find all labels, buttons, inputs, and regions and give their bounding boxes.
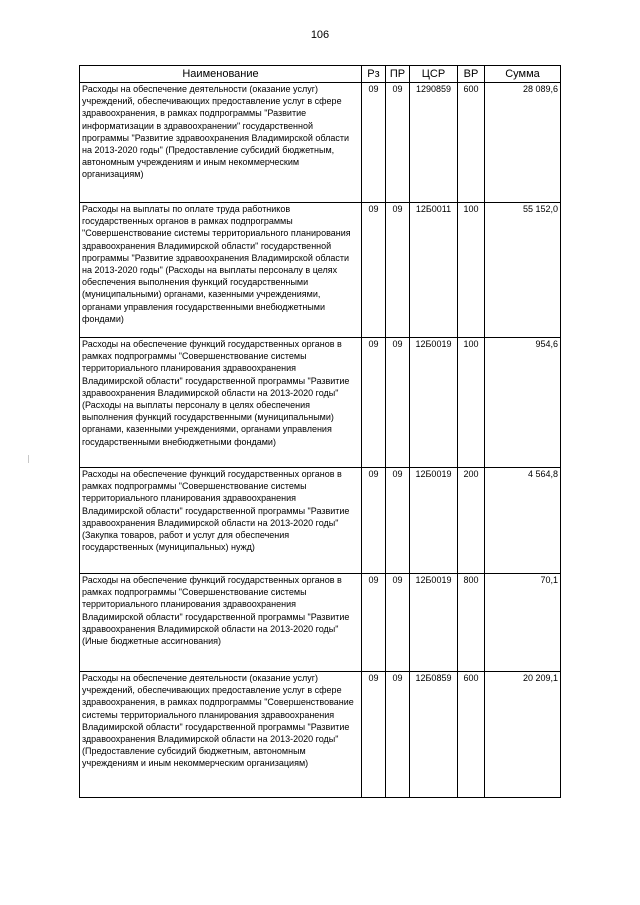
row-name: Расходы на обеспечение функций государственных органов в рамках подпрограммы "Совершенствование системы территориального планирования здравоохранения Владимирской области" государственной программы "Развитие здравоохранения Владимирской области на 2013-2020 годы" (Иные бюджетные ассигнования) bbox=[80, 574, 362, 672]
row-vr: 600 bbox=[458, 83, 485, 203]
page-number: 106 bbox=[310, 29, 330, 41]
row-pr: 09 bbox=[386, 83, 410, 203]
row-vr: 200 bbox=[458, 468, 485, 574]
budget-table bbox=[79, 65, 561, 798]
row-csr: 1290859 bbox=[410, 83, 458, 203]
row-rz: 09 bbox=[362, 338, 386, 468]
row-csr: 12Б0011 bbox=[410, 203, 458, 338]
header-rz: Рз bbox=[362, 66, 386, 83]
table-row bbox=[80, 468, 561, 574]
header-row bbox=[80, 66, 561, 83]
row-csr: 12Б0019 bbox=[410, 338, 458, 468]
row-vr: 100 bbox=[458, 338, 485, 468]
row-name: Расходы на обеспечение функций государственных органов в рамках подпрограммы "Совершенствование системы территориального планирования здравоохранения Владимирской области" государственной программы "Развитие здравоохранения Владимирской области на 2013-2020 годы" (Расходы на выплаты персоналу в целях обеспечения выполнения функций государственными (муниципальными) органами, казенными учреждениями, органами управления государственными внебюджетными фондами) bbox=[80, 338, 362, 468]
scan-artifact bbox=[28, 455, 29, 463]
row-name: Расходы на обеспечение деятельности (оказание услуг) учреждений, обеспечивающих предоставление услуг в сфере здравоохранения, в рамках подпрограммы "Развитие информатизации в здравоохранении" государственной программы "Развитие здравоохранения Владимирской области на 2013-2020 годы" (Предоставление субсидий бюджетным, автономным учреждениям и иным некоммерческим организациям) bbox=[80, 83, 362, 203]
row-sum: 70,1 bbox=[485, 574, 561, 672]
row-pr: 09 bbox=[386, 672, 410, 798]
header-csr: ЦСР bbox=[410, 66, 458, 83]
row-rz: 09 bbox=[362, 83, 386, 203]
row-rz: 09 bbox=[362, 203, 386, 338]
header-pr: ПР bbox=[386, 66, 410, 83]
row-name: Расходы на обеспечение деятельности (оказание услуг) учреждений, обеспечивающих предоставление услуг в сфере здравоохранения, в рамках подпрограммы "Совершенствование системы территориального планирования здравоохранения Владимирской области" государственной программы "Развитие здравоохранения Владимирской области на 2013-2020 годы" (Предоставление субсидий бюджетным, автономным учреждениям и иным некоммерческим организациям) bbox=[80, 672, 362, 798]
row-rz: 09 bbox=[362, 672, 386, 798]
row-rz: 09 bbox=[362, 574, 386, 672]
row-sum: 28 089,6 bbox=[485, 83, 561, 203]
table-row bbox=[80, 83, 561, 203]
row-vr: 800 bbox=[458, 574, 485, 672]
row-pr: 09 bbox=[386, 338, 410, 468]
row-pr: 09 bbox=[386, 468, 410, 574]
row-csr: 12Б0019 bbox=[410, 468, 458, 574]
row-sum: 954,6 bbox=[485, 338, 561, 468]
row-pr: 09 bbox=[386, 574, 410, 672]
header-sum: Сумма bbox=[485, 66, 561, 83]
row-rz: 09 bbox=[362, 468, 386, 574]
row-sum: 55 152,0 bbox=[485, 203, 561, 338]
table-row bbox=[80, 203, 561, 338]
table-row bbox=[80, 574, 561, 672]
table-row bbox=[80, 338, 561, 468]
row-csr: 12Б0859 bbox=[410, 672, 458, 798]
row-sum: 4 564,8 bbox=[485, 468, 561, 574]
row-name: Расходы на обеспечение функций государственных органов в рамках подпрограммы "Совершенствование системы территориального планирования здравоохранения Владимирской области" государственной программы "Развитие здравоохранения Владимирской области на 2013-2020 годы" (Закупка товаров, работ и услуг для обеспечения государственных (муниципальных) нужд) bbox=[80, 468, 362, 574]
row-csr: 12Б0019 bbox=[410, 574, 458, 672]
header-vr: ВР bbox=[458, 66, 485, 83]
row-sum: 20 209,1 bbox=[485, 672, 561, 798]
row-pr: 09 bbox=[386, 203, 410, 338]
table-row bbox=[80, 672, 561, 798]
header-name: Наименование bbox=[80, 66, 362, 83]
row-vr: 600 bbox=[458, 672, 485, 798]
row-vr: 100 bbox=[458, 203, 485, 338]
row-name: Расходы на выплаты по оплате труда работников государственных органов в рамках подпрограммы "Совершенствование системы территориального планирования здравоохранения Владимирской области" государственной программы "Развитие здравоохранения Владимирской области на 2013-2020 годы" (Расходы на выплаты персоналу в целях обеспечения выполнения функций государственными (муниципальными) органами, казенными учреждениями, органами управления государственными внебюджетными фондами) bbox=[80, 203, 362, 338]
